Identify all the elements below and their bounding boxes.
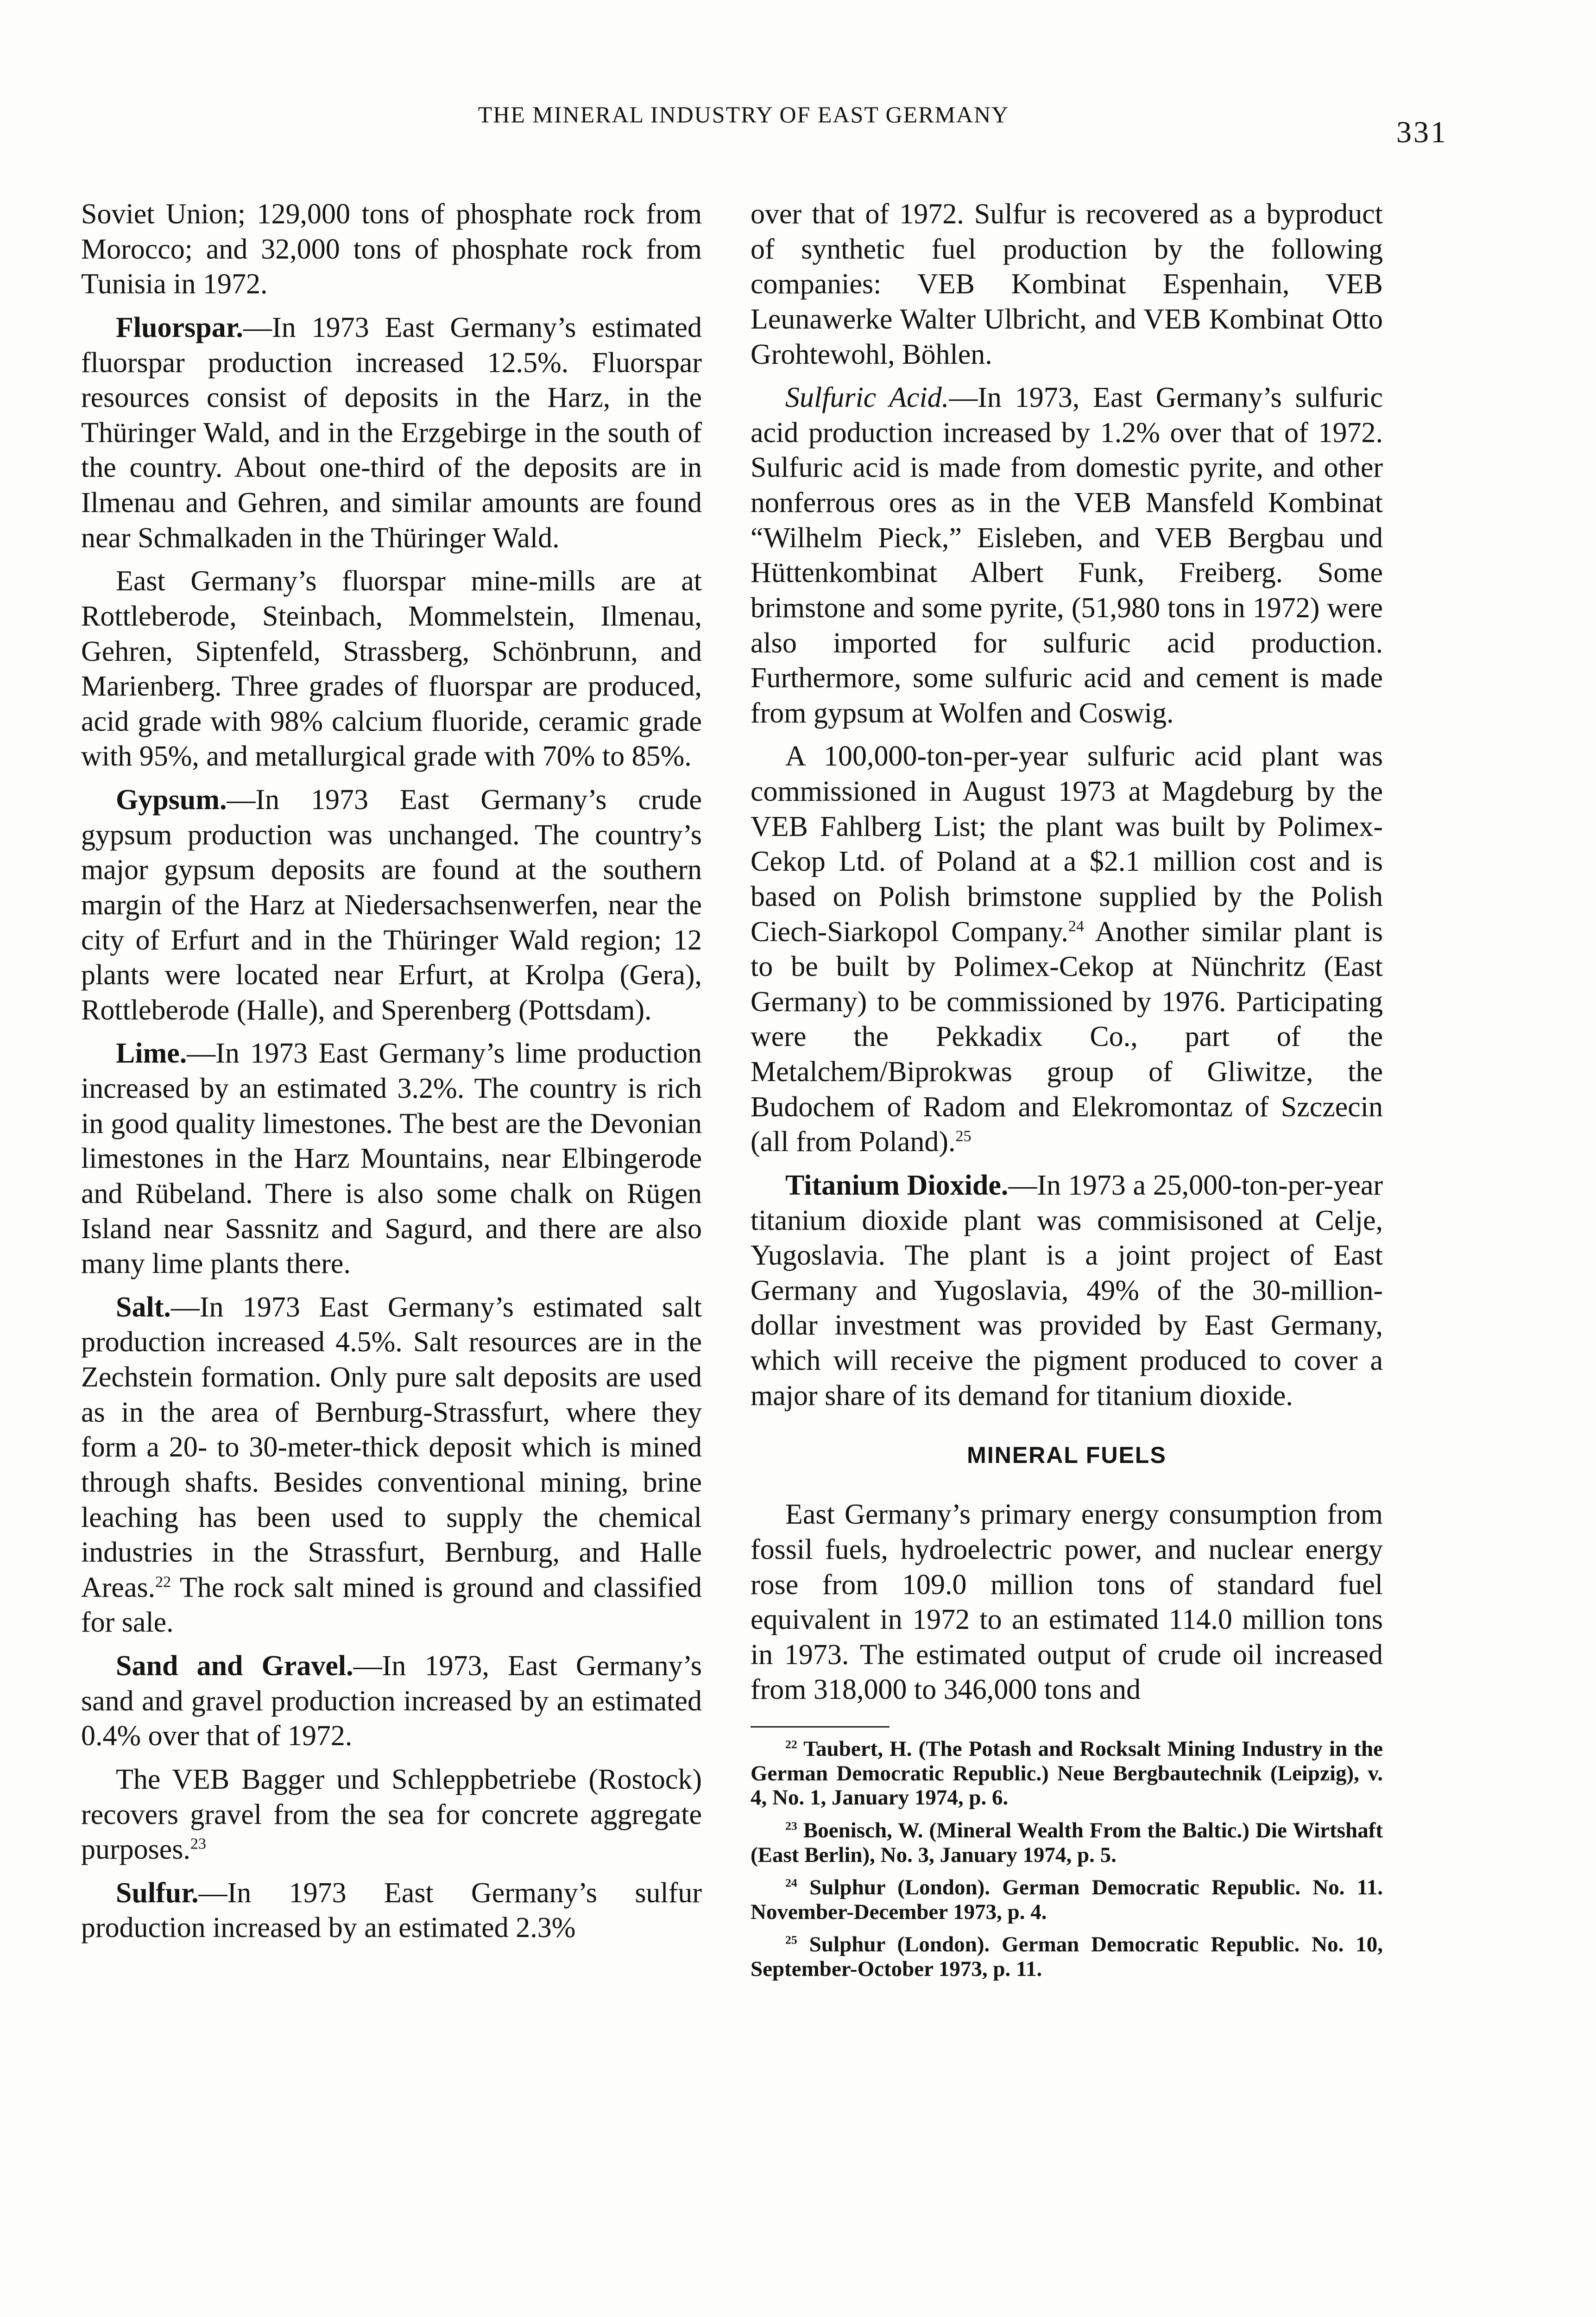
footnote-text: Boenisch, W. (Mineral Wealth From the Baltic.) Die Wirtshaft (East Berlin), No. 3, January 1974, p. 5.	[751, 1818, 1383, 1867]
footnote-number: 23	[785, 1819, 797, 1833]
footnote-number: 25	[785, 1933, 797, 1947]
heading-salt: Salt.	[116, 1291, 171, 1323]
paragraph-fluorspar-mills: East Germany’s fluorspar mine-mills are at Rottleberode, Steinbach, Mommelstein, Ilmenau, Gehren, Siptenfeld, Strassberg, Schönbrunn, and Marienberg. Three grades of fluorspar are produced, acid grade with 98% calcium fluoride, ceramic grade with 95%, and metallurgical grade with 70% to 85%.	[81, 565, 702, 772]
paragraph-fluorspar	[81, 310, 702, 556]
paragraph-sulfur	[81, 1876, 702, 1946]
text-sulfuric-acid: —In 1973, East Germany’s sulfuric acid production increased by 1.2% over that of 1972. Sulfuric acid is made from domestic pyrite, and other nonferrous ores as in the VEB Mansfeld Kombinat “Wilhelm Pieck,” Eisleben, and VEB Bergbau und Hüttenkombinat Albert Funk, Freiberg. Some brimstone and some pyrite, (51,980 tons in 1972) were also imported for sulfuric acid production. Furthermore, some sulfuric acid and cement is made from gypsum at Wolfen and Coswig.	[751, 382, 1383, 729]
footnote-ref-24: 24	[1068, 917, 1084, 935]
heading-sulfuric-acid: Sulfuric Acid.	[785, 382, 949, 414]
running-head: THE MINERAL INDUSTRY OF EAST GERMANY	[478, 101, 1009, 127]
footnote	[751, 1932, 1383, 1981]
footnote-divider	[751, 1726, 889, 1728]
paragraph-sulfur-cont: over that of 1972. Sulfur is recovered as a byproduct of synthetic fuel production by the following companies: VEB Kombinat Espenhain, VEB Leunawerke Walter Ulbricht, and VEB Kombinat Otto Grohtewohl, Böhlen.	[751, 198, 1383, 370]
text-acid-plant-end: Another similar plant is to be built by Polimex-Cekop at Nünchritz (East Germany) to be commissioned by 1976. Participating were the Pekkadix Co., part of the Metalchem/Biprokwas group of Gliwitze, the Budochem of Radom and Elekromontaz of Szczecin (all from Poland).	[751, 916, 1383, 1158]
paragraph-lime	[81, 1036, 702, 1281]
heading-fluorspar: Fluorspar.	[116, 311, 244, 343]
footnote-text: Taubert, H. (The Potash and Rocksalt Mining Industry in the German Democratic Republic.) Neue Bergbautechnik (Leipzig), v. 4, No. 1, January 1974, p. 6.	[751, 1737, 1383, 1810]
text-gypsum: —In 1973 East Germany’s crude gypsum production was unchanged. The country’s major gypsum deposits are found at the southern margin of the Harz at Niedersachsenwerfen, near the city of Erfurt and in the Thüringer Wald region; 12 plants were located near Erfurt, at Krolpa (Gera), Rottleberode (Halle), and Sperenberg (Pottsdam).	[81, 784, 702, 1026]
footnote	[751, 1737, 1383, 1810]
footnote-ref-22: 22	[155, 1573, 171, 1591]
text-titanium: —In 1973 a 25,000-ton-per-year titanium dioxide plant was commisisoned at Celje, Yugoslavia. The plant is a joint project of East Germany and Yugoslavia, 49% of the 30-million-dollar investment was provided by East Germany, which will receive the pigment produced to cover a major share of its demand for titanium dioxide.	[751, 1169, 1383, 1412]
text-sulfur: —In 1973 East Germany’s sulfur production increased by an estimated 2.3%	[81, 1877, 702, 1944]
page-number: 331	[1396, 115, 1448, 149]
footnote	[751, 1875, 1383, 1924]
text-salt: —In 1973 East Germany’s estimated salt production increased 4.5%. Salt resources are in the Zechstein formation. Only pure salt deposits are used as in the area of Bernburg-Strassfurt, where they form a 20- to 30-meter-thick deposit which is mined through shafts. Besides conventional mining, brine leaching has been used to supply the chemical industries in the Strassfurt, Bernburg, and Halle Areas.	[81, 1291, 702, 1603]
heading-sand-gravel: Sand and Gravel.	[116, 1650, 353, 1682]
footnote-text: Sulphur (London). German Democratic Republic. No. 11. November-December 1973, p. 4.	[751, 1875, 1383, 1924]
footnote-ref-25: 25	[955, 1127, 971, 1145]
paragraph-salt	[81, 1290, 702, 1640]
footnote-number: 24	[785, 1876, 797, 1890]
paragraph-acid-plant	[751, 739, 1383, 1160]
footnotes	[751, 1737, 1383, 1981]
text-gravel-rostock: The VEB Bagger und Schleppbetriebe (Rostock) recovers gravel from the sea for concrete aggregate purposes.	[81, 1763, 702, 1866]
right-column	[751, 197, 1383, 1990]
paragraph-gypsum	[81, 783, 702, 1028]
paragraph-sand-gravel	[81, 1649, 702, 1754]
footnote-ref-23: 23	[190, 1835, 206, 1853]
page-header	[81, 101, 1448, 152]
paragraph-sulfuric-acid	[751, 380, 1383, 731]
heading-lime: Lime.	[116, 1038, 187, 1070]
footnote-text: Sulphur (London). German Democratic Republic. No. 10, September-October 1973, p. 11.	[751, 1932, 1383, 1981]
left-column	[81, 197, 702, 1954]
text-salt-end: The rock salt mined is ground and classified for sale.	[81, 1571, 702, 1639]
paragraph-phosphate-cont: Soviet Union; 129,000 tons of phosphate rock from Morocco; and 32,000 tons of phosphate rock from Tunisia in 1972.	[81, 198, 702, 300]
heading-gypsum: Gypsum.	[116, 784, 227, 816]
text-sand-gravel: —In 1973, East Germany’s sand and gravel production increased by an estimated 0.4% over that of 1972.	[81, 1650, 702, 1752]
text-acid-plant: A 100,000-ton-per-year sulfuric acid plant was commissioned in August 1973 at Magdeburg by the VEB Fahlberg List; the plant was built by Polimex-Cekop Ltd. of Poland at a $2.1 million cost and is based on Polish brimstone supplied by the Polish Ciech-Siarkopol Company.	[751, 741, 1383, 948]
paragraph-mineral-fuels: East Germany’s primary energy consumption from fossil fuels, hydroelectric power, and nuclear energy rose from 109.0 million tons of standard fuel equivalent in 1972 to an estimated 114.0 million tons in 1973. The estimated output of crude oil increased from 318,000 to 346,000 tons and	[751, 1499, 1383, 1706]
footnote-number: 22	[785, 1737, 797, 1751]
text-fluorspar: —In 1973 East Germany’s estimated fluorspar production increased 12.5%. Fluorspar resources consist of deposits in the Harz, in the Thüringer Wald, and in the Erzgebirge in the south of the country. About one-third of the deposits are in Ilmenau and Gehren, and similar amounts are found near Schmalkaden in the Thüringer Wald.	[81, 311, 702, 554]
text-lime: —In 1973 East Germany’s lime production increased by an estimated 3.2%. The country is rich in good quality limestones. The best are the Devonian limestones in the Harz Mountains, near Elbingerode and Rübeland. There is also some chalk on Rügen Island near Sassnitz and Sagurd, and there are also many lime plants there.	[81, 1038, 702, 1280]
heading-sulfur: Sulfur.	[116, 1877, 199, 1909]
paragraph-gravel-rostock	[81, 1762, 702, 1868]
section-title-mineral-fuels: MINERAL FUELS	[967, 1442, 1167, 1469]
heading-titanium: Titanium Dioxide.	[785, 1169, 1009, 1201]
footnote	[751, 1818, 1383, 1867]
paragraph-titanium	[751, 1168, 1383, 1413]
